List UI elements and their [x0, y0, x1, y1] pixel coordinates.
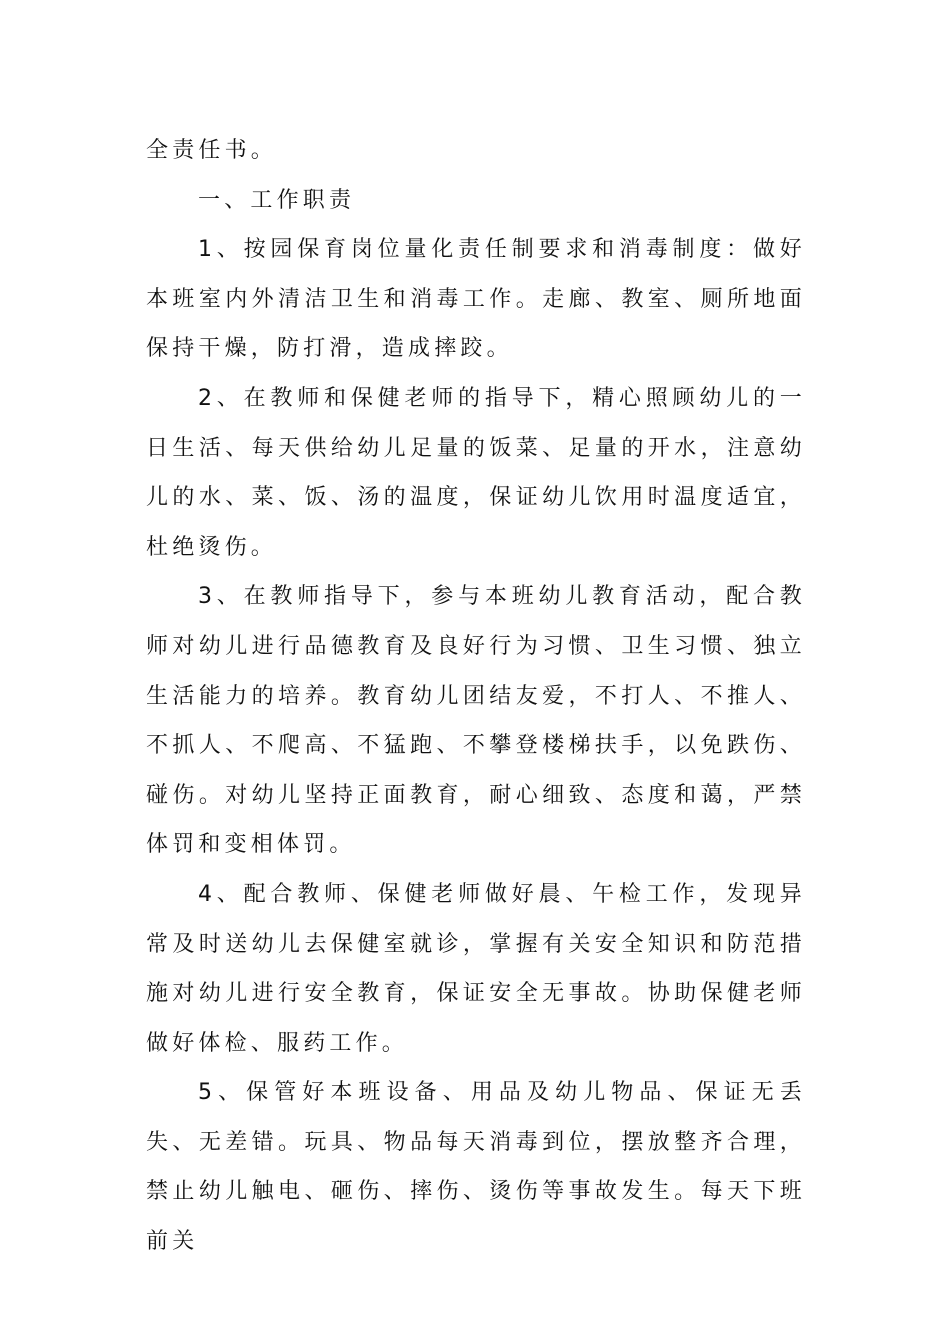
paragraph-continuation: 全责任书。: [146, 138, 278, 163]
paragraph-item-3: 3、在教师指导下，参与本班幼儿教育活动，配合教师对幼儿进行品德教育及良好行为习惯、卫生习惯、独立生活能力的培养。教育幼儿团结友爱，不打人、不推人、不抓人、不爬高、不猛跑、不攀登楼梯扶手，以免跌伤、碰伤。对幼儿坚持正面教育，耐心细致、态度和蔼，严禁体罚和变相体罚。: [146, 584, 806, 858]
section-heading-duties: 一、工作职责: [198, 187, 356, 213]
paragraph-item-2: 2、在教师和保健老师的指导下，精心照顾幼儿的一日生活、每天供给幼儿足量的饭菜、足量的开水，注意幼儿的水、菜、饭、汤的温度，保证幼儿饮用时温度适宜，杜绝烫伤。: [146, 385, 806, 560]
document-body: [146, 126, 806, 1267]
paragraph-item-5: 5、保管好本班设备、用品及幼儿物品、保证无丢失、无差错。玩具、物品每天消毒到位，摆放整齐合理，禁止幼儿触电、砸伤、摔伤、烫伤等事故发生。每天下班前关: [146, 1080, 806, 1255]
paragraph-item-1: 1、按园保育岗位量化责任制要求和消毒制度：做好本班室内外清洁卫生和消毒工作。走廊、教室、厕所地面保持干燥，防打滑，造成摔跤。: [146, 237, 806, 362]
paragraph-item-4: 4、配合教师、保健老师做好晨、午检工作，发现异常及时送幼儿去保健室就诊，掌握有关安全知识和防范措施对幼儿进行安全教育，保证安全无事故。协助保健老师做好体检、服药工作。: [146, 881, 806, 1056]
